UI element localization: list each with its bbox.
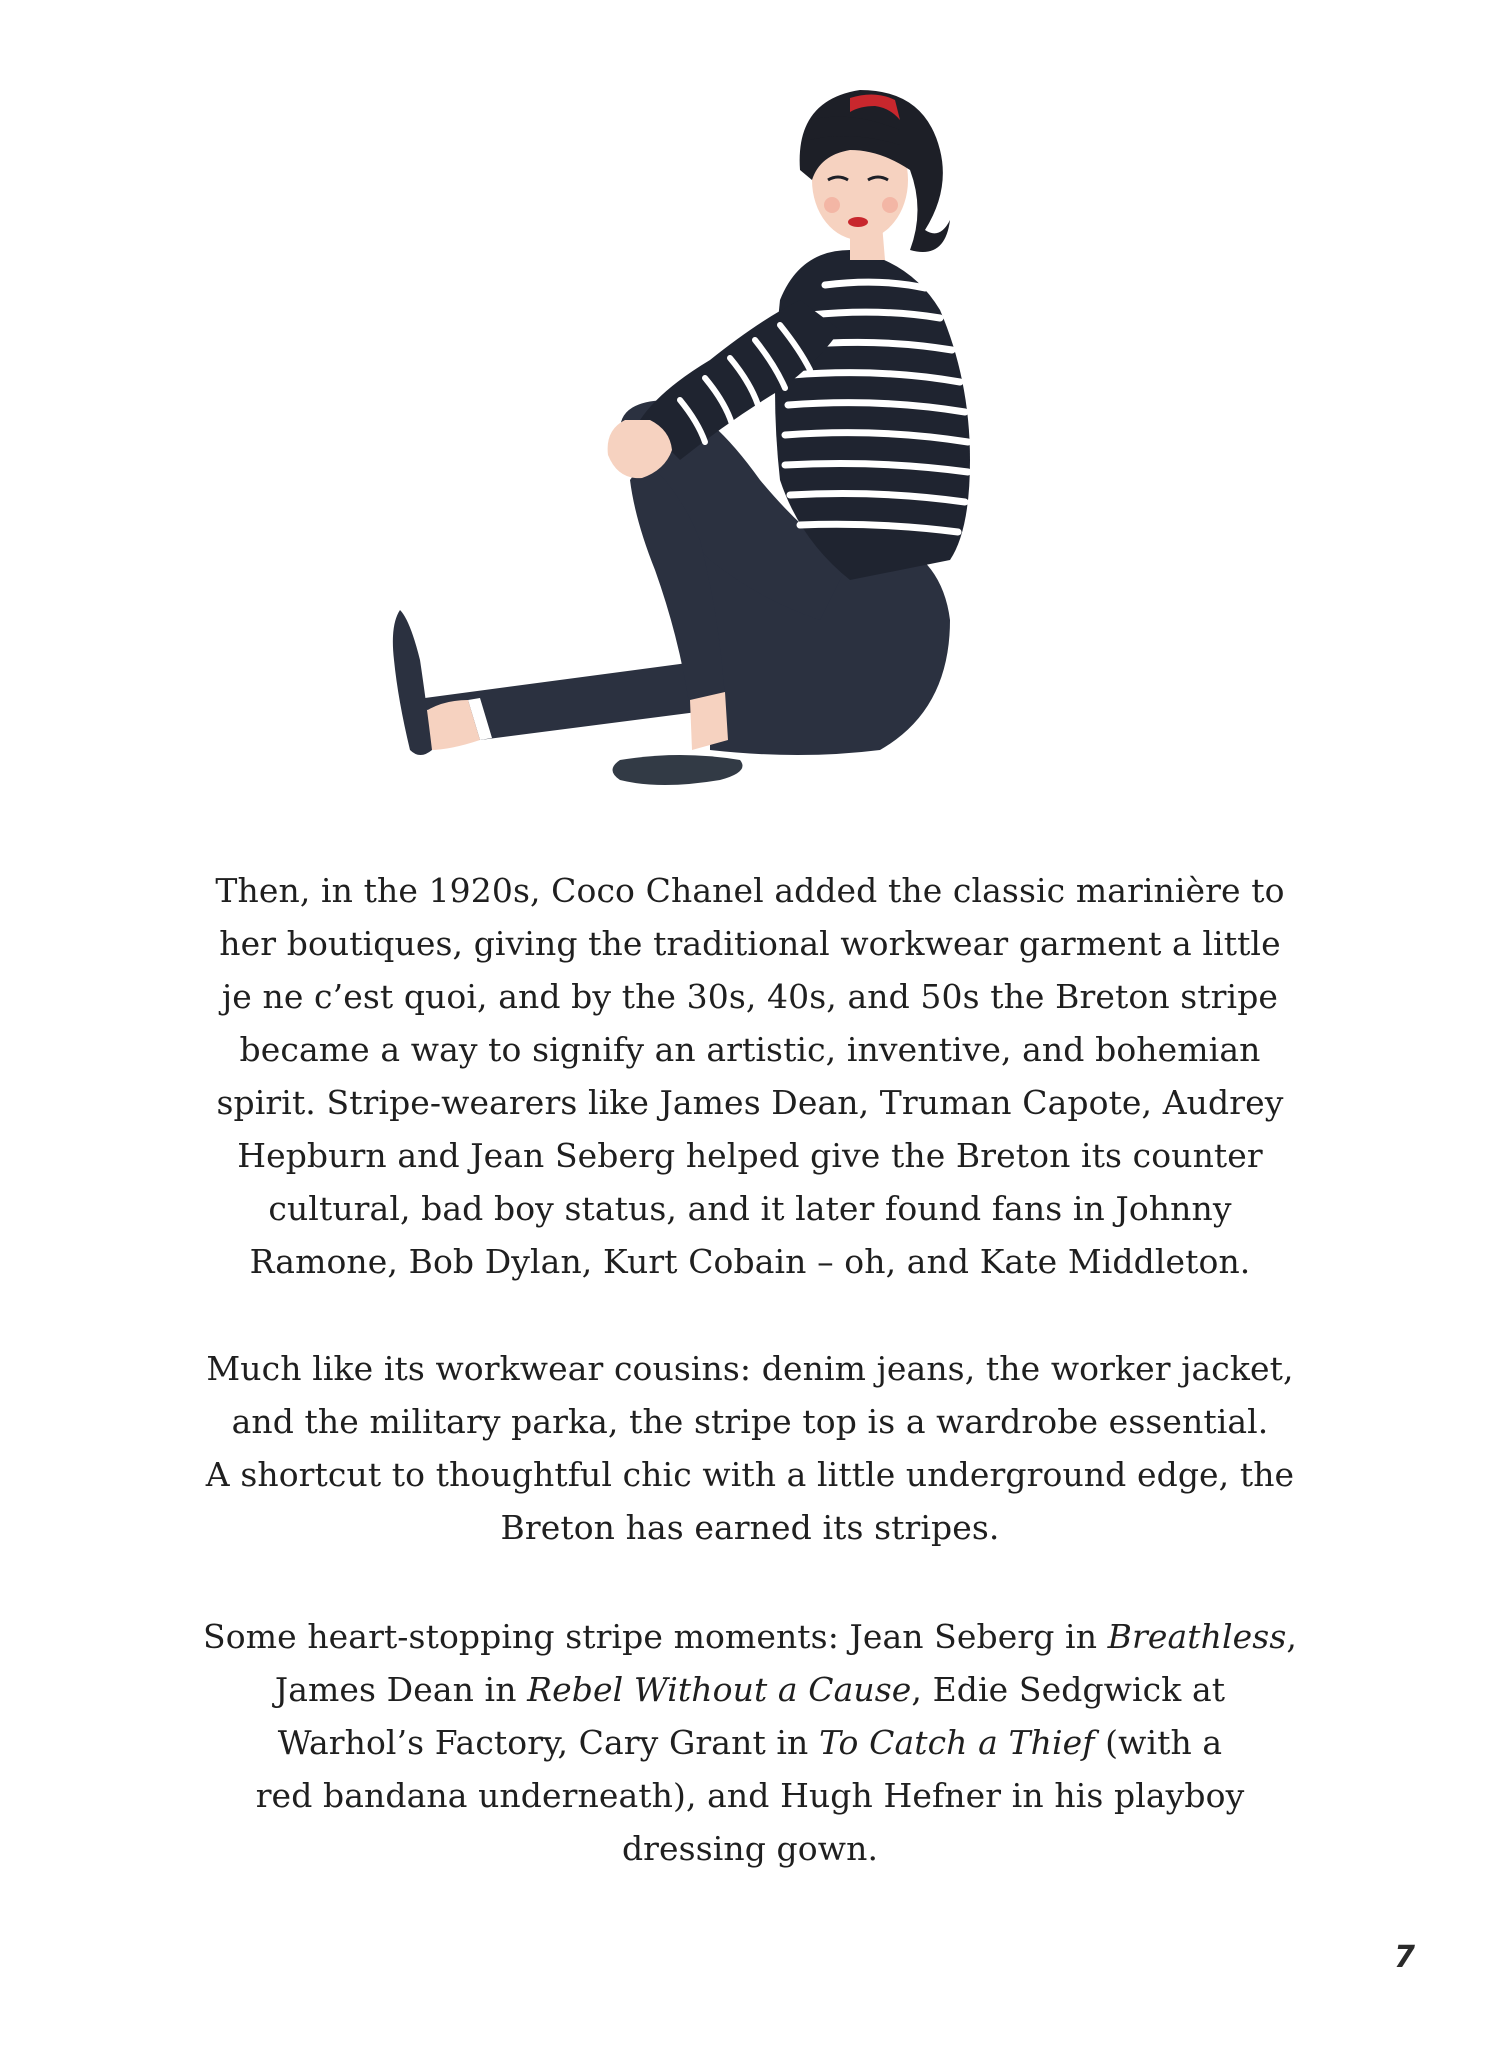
- text-run: James Dean in: [274, 1670, 528, 1709]
- film-title: To Catch a Thief: [819, 1723, 1095, 1762]
- text-line: [190, 1663, 1310, 1716]
- text-line: Ramone, Bob Dylan, Kurt Cobain – oh, and Kate Middleton.: [249, 1242, 1251, 1281]
- text-line: and the military parka, the stripe top is a wardrobe essential.: [231, 1402, 1269, 1441]
- page-number: 7: [1394, 1940, 1415, 1975]
- text-line: Much like its workwear cousins: denim jeans, the worker jacket,: [206, 1349, 1294, 1388]
- text-line: red bandana underneath), and Hugh Hefner in his playboy: [255, 1776, 1245, 1815]
- text-line: spirit. Stripe-wearers like James Dean, Truman Capote, Audrey: [216, 1083, 1284, 1122]
- text-line: je ne c’est quoi, and by the 30s, 40s, and 50s the Breton stripe: [221, 977, 1279, 1016]
- text-run: , Edie Sedgwick at: [911, 1670, 1226, 1709]
- text-line: A shortcut to thoughtful chic with a little underground edge, the: [205, 1455, 1295, 1494]
- text-run: Warhol’s Factory, Cary Grant in: [277, 1723, 819, 1762]
- text-line: Then, in the 1920s, Coco Chanel added the classic marinière to: [215, 871, 1285, 910]
- text-line: dressing gown.: [621, 1829, 879, 1868]
- paragraph-workwear: [190, 1342, 1310, 1554]
- text-line: Hepburn and Jean Seberg helped give the Breton its counter: [237, 1136, 1263, 1175]
- text-run: Some heart-stopping stripe moments: Jean Seberg in: [203, 1617, 1108, 1656]
- text-line: [190, 1610, 1310, 1663]
- film-title: Breathless: [1107, 1617, 1287, 1656]
- text-run: (with a: [1094, 1723, 1223, 1762]
- paragraph-stripe-moments: [190, 1610, 1310, 1875]
- woman-in-breton-stripe-top-icon: [380, 60, 1180, 820]
- text-line: became a way to signify an artistic, inventive, and bohemian: [239, 1030, 1261, 1069]
- text-run: ,: [1286, 1617, 1297, 1656]
- text-line: Breton has earned its stripes.: [500, 1508, 1000, 1547]
- paragraph-history: [190, 864, 1310, 1288]
- text-line: cultural, bad boy status, and it later found fans in Johnny: [268, 1189, 1232, 1228]
- text-line: her boutiques, giving the traditional workwear garment a little: [219, 924, 1281, 963]
- film-title: Rebel Without a Cause: [527, 1670, 912, 1709]
- text-line: [190, 1716, 1310, 1769]
